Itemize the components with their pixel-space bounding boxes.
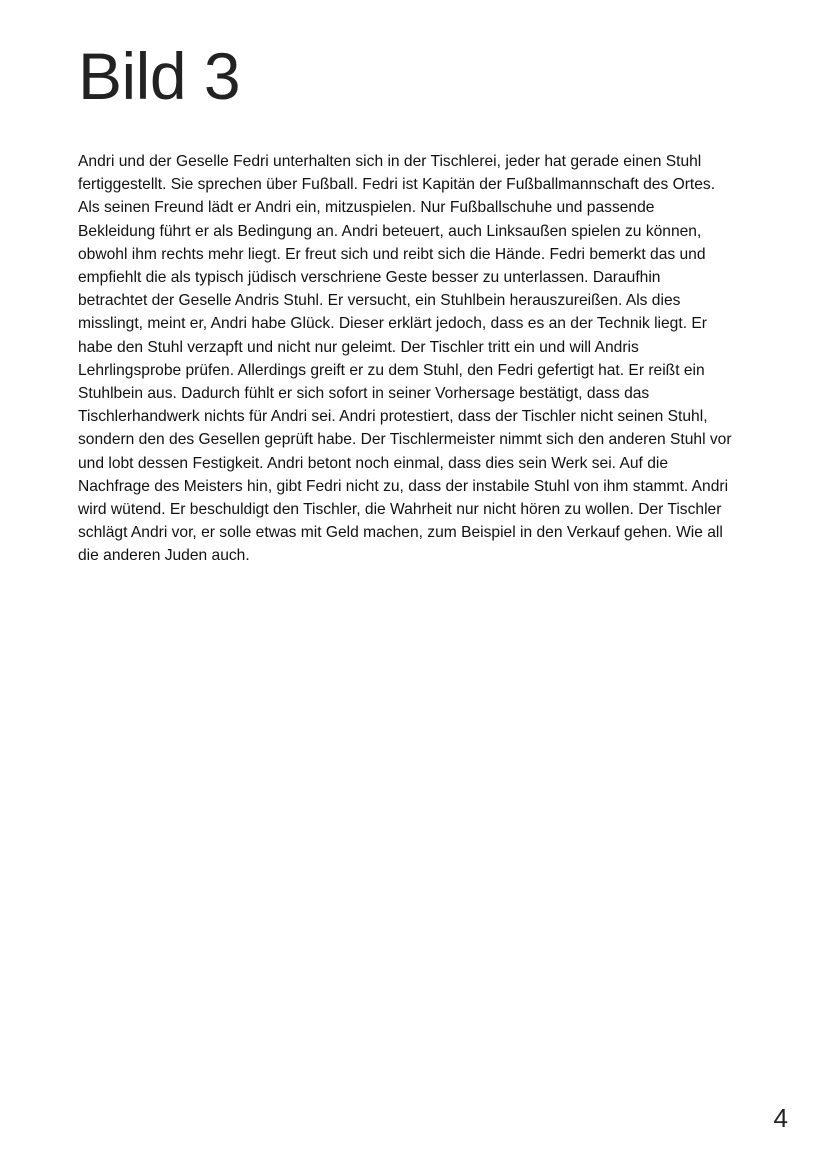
body-paragraph: Andri und der Geselle Fedri unterhalten sich in der Tischlerei, jeder hat gerade einen Stuhl fertiggestellt. Sie sprechen über Fußball. Fedri ist Kapitän der Fußballmannschaft des Ortes. Als seinen Freund lädt er Andri ein, mitzuspielen. Nur Fußballschuhe und passende Bekleidung führt er als Bedingung an. Andri beteuert, auch Linksaußen spielen zu können, obwohl ihm rechts mehr liegt. Er freut sich und reibt sich die Hände. Fedri bemerkt das und empfiehlt die als typisch jüdisch verschriene Geste besser zu unterlassen. Daraufhin betrachtet der Geselle Andris Stuhl. Er versucht, ein Stuhlbein herauszureißen. Als dies misslingt, meint er, Andri habe Glück. Dieser erklärt jedoch, dass es an der Technik liegt. Er habe den Stuhl verzapft und nicht nur geleimt. Der Tischler tritt ein und will Andris Lehrlingsprobe prüfen. Allerdings greift er zu dem Stuhl, den Fedri gefertigt hat. Er reißt ein Stuhlbein aus. Dadurch fühlt er sich sofort in seiner Vorhersage bestätigt, dass das Tischlerhandwerk nichts für Andri sei. Andri protestiert, dass der Tischler nicht seinen Stuhl, sondern den des Gesellen geprüft habe. Der Tischlermeister nimmt sich den anderen Stuhl vor und lobt dessen Festigkeit. Andri betont noch einmal, dass dies sein Werk sei. Auf die Nachfrage des Meisters hin, gibt Fedri nicht zu, dass der instabile Stuhl von ihm stammt. Andri wird wütend. Er beschuldigt den Tischler, die Wahrheit nur nicht hören zu wollen. Der Tischler schlägt Andri vor, er solle etwas mit Geld machen, zum Beispiel in den Verkauf gehen. Wie all die anderen Juden auch. <box>78 153 732 565</box>
page-number: 4 <box>773 1103 788 1133</box>
page-title: Bild 3 <box>78 39 241 113</box>
